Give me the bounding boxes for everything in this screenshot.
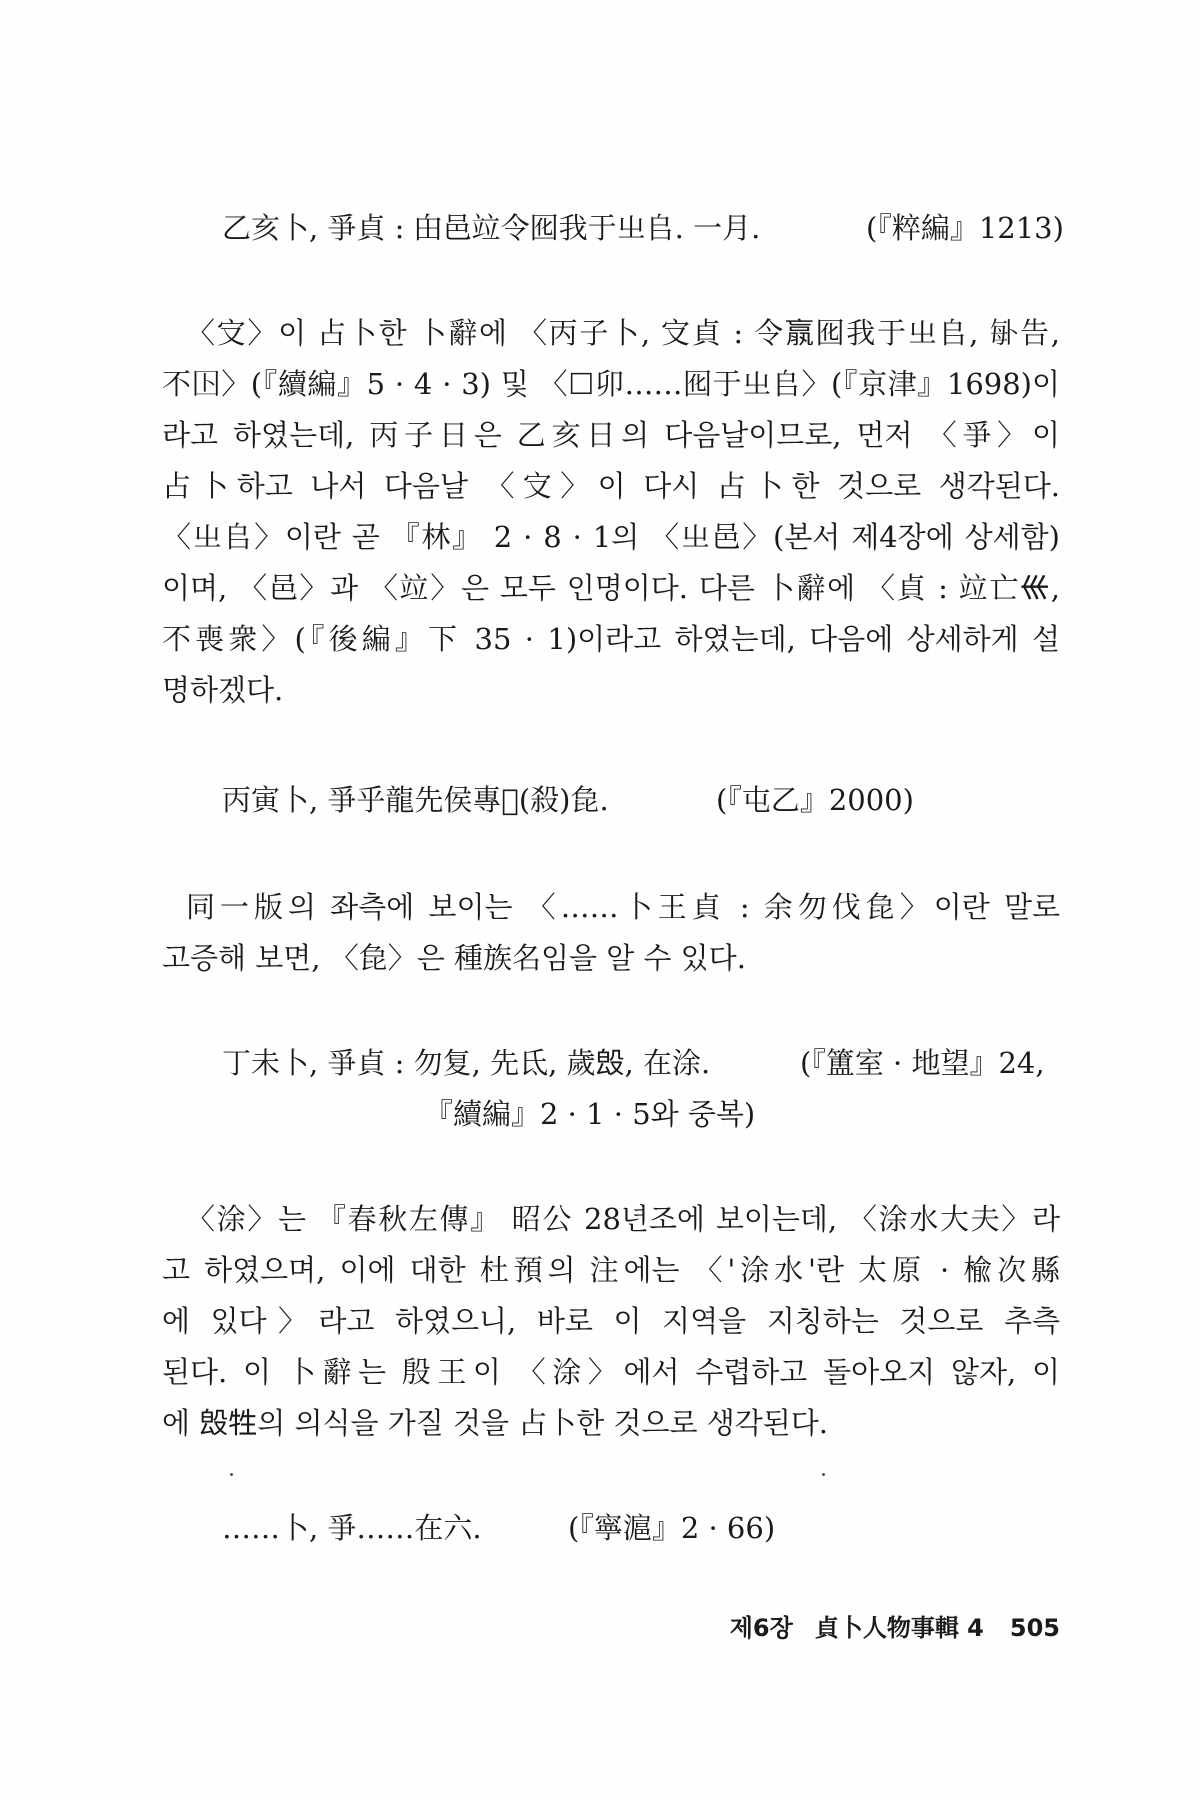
quote-4-source: (『寧滬』2 · 66) — [568, 1511, 776, 1545]
quote-2-source: (『屯乙』2000) — [716, 783, 914, 817]
print-speck — [230, 1473, 233, 1476]
quote-3-text: 丁未卜, 爭貞 : 勿复, 先氐, 歲𣪕, 在涂. — [222, 1046, 711, 1080]
quote-3-source: (『簠室 · 地望』24, — [800, 1046, 1045, 1080]
para1-line-7: 不喪衆〉(『後編』下 35 · 1)이라고 하였는데, 다음에 상세하게 설 — [162, 622, 1060, 656]
para2-line-2: 고증해 보면, 〈㲋〉은 種族名임을 알 수 있다. — [162, 941, 746, 975]
para1-line-3: 라고 하였는데, 丙子日은 乙亥日의 다음날이므로, 먼저 〈爭〉이 — [162, 418, 1060, 452]
para3-line-3: 에 있다〉라고 하였으니, 바로 이 지역을 지칭하는 것으로 추측 — [162, 1304, 1060, 1338]
para3-line-5: 에 𣪕牲의 의식을 가질 것을 占卜한 것으로 생각된다. — [162, 1406, 828, 1440]
chapter-title: 貞卜人物事輯 4 — [814, 1614, 984, 1642]
para2-line-1: 同一版의 좌측에 보이는 〈……卜王貞 : 余勿伐㲋〉이란 말로 — [186, 890, 1060, 924]
print-speck — [822, 1473, 825, 1476]
para1-line-4: 占卜하고 나서 다음날 〈㝊〉이 다시 占卜한 것으로 생각된다. — [162, 469, 1060, 503]
page-footer — [730, 1612, 1060, 1644]
para3-line-4: 된다. 이 卜辭는 殷王이 〈涂〉에서 수렵하고 돌아오지 않자, 이 — [162, 1355, 1060, 1389]
para1-line-6: 이며, 〈邑〉과 〈竝〉은 모두 인명이다. 다른 卜辭에 〈貞 : 竝亡𡿧, — [162, 571, 1060, 605]
chapter-label: 제6장 — [729, 1614, 793, 1642]
quote-3-source-cont: 『續編』2 · 1 · 5와 중복) — [424, 1097, 756, 1131]
para1-line-8: 명하겠다. — [162, 673, 284, 707]
quote-2-text: 丙寅卜, 爭乎龍先侯專𢿱(殺)㲋. — [222, 783, 609, 817]
quote-1-source: (『粹編』1213) — [866, 211, 1064, 245]
para1-line-2: 不𡆥〉(『續編』5 · 4 · 3) 및 〈☐卯……囮于㞢𠂤〉(『京津』1698)이 — [162, 367, 1060, 401]
para3-line-1: 〈涂〉는 『春秋左傳』 昭公 28년조에 보이는데, 〈涂水大夫〉라 — [186, 1202, 1060, 1236]
para3-line-2: 고 하였으며, 이에 대한 杜預의 注에는 〈'涂水'란 太原 · 楡次縣 — [162, 1253, 1060, 1287]
quote-1-text: 乙亥卜, 爭貞 : 甶邑竝令囮我于㞢𠂤. 一月. — [222, 211, 761, 245]
para1-line-5: 〈㞢𠂤〉이란 곧 『林』 2 · 8 · 1의 〈㞢邑〉(본서 제4장에 상세함) — [162, 520, 1060, 554]
page-number: 505 — [1009, 1614, 1060, 1642]
para1-line-1: 〈㝊〉이 占卜한 卜辭에 〈丙子卜, 㝊貞 : 令𣎆囮我于㞢𠂤, 𠧩告, — [186, 316, 1060, 350]
quote-4-text: ……卜, 爭……在六. — [222, 1511, 482, 1545]
